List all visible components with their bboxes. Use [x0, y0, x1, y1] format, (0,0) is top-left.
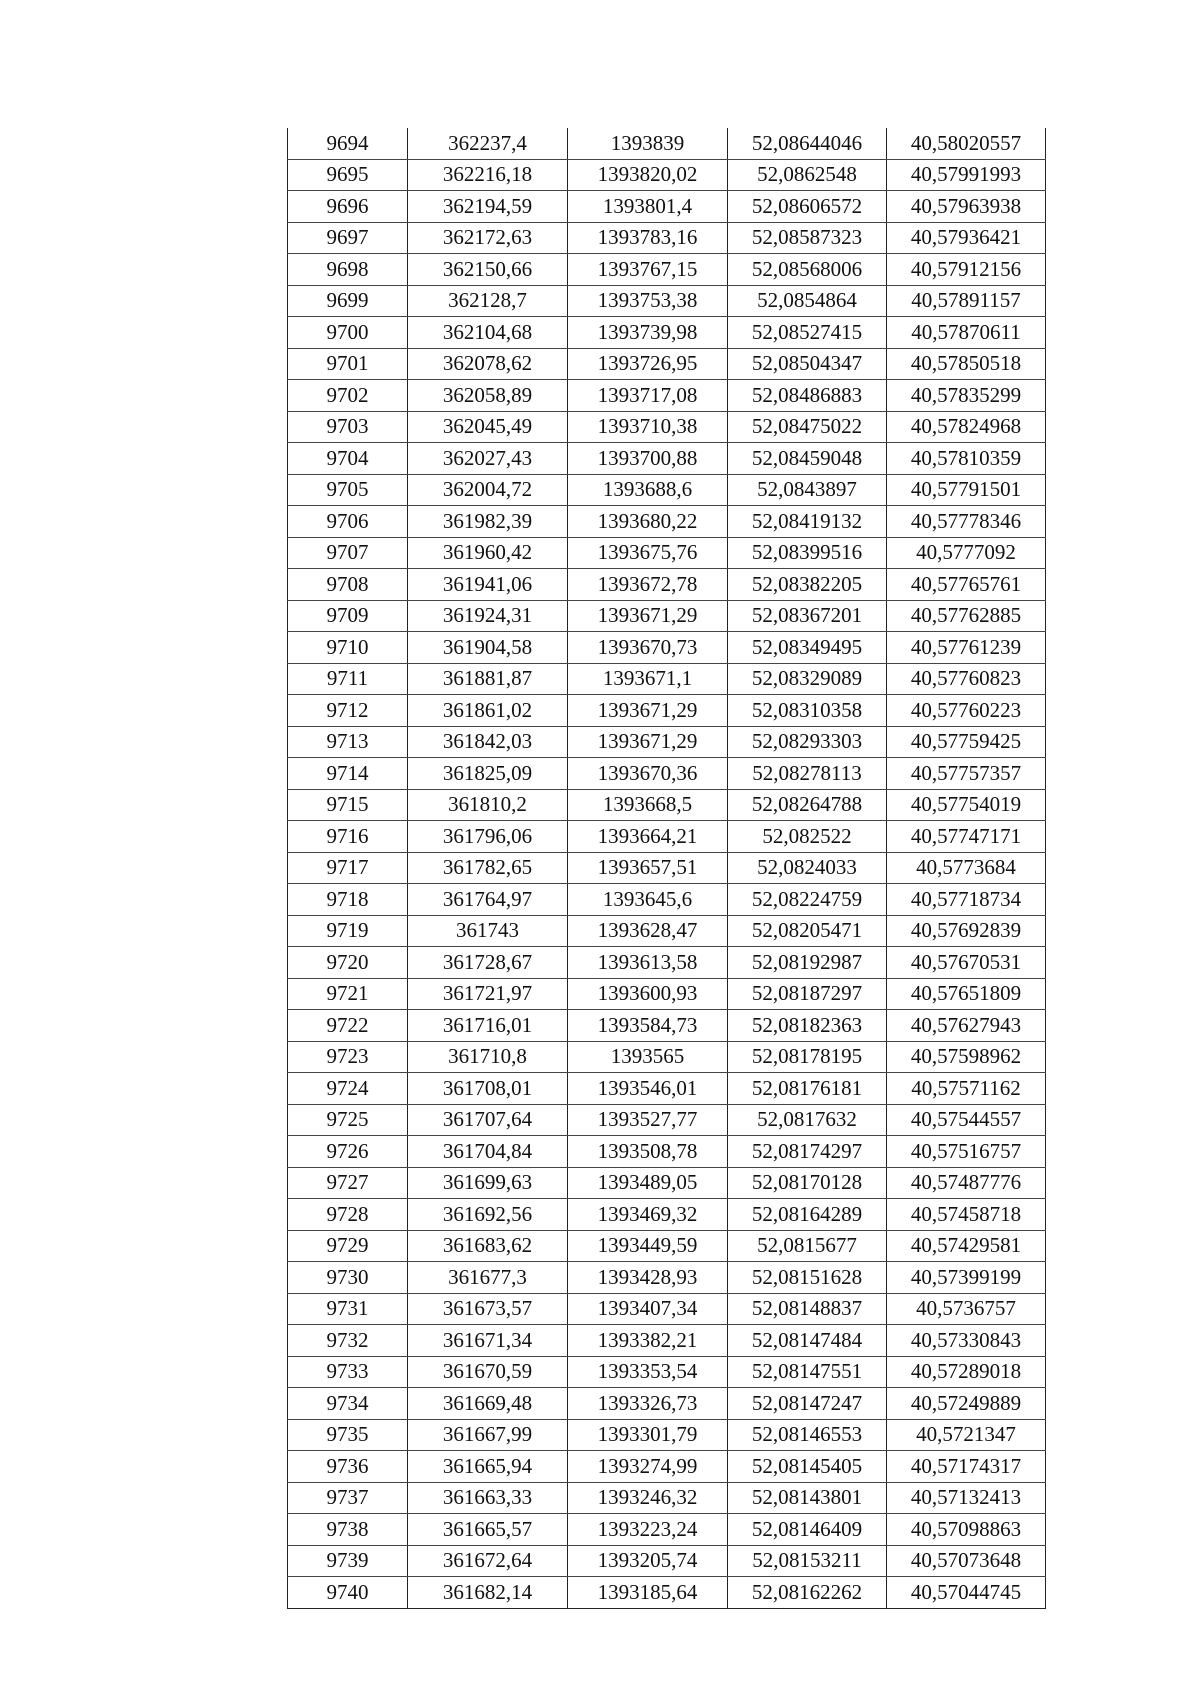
table-row: [288, 1167, 1046, 1199]
point-number-cell: 9732: [288, 1325, 408, 1357]
latitude-cell: 52,08176181: [728, 1073, 887, 1105]
x-coordinate-cell: 361982,39: [408, 506, 568, 538]
table-row: [288, 821, 1046, 853]
point-number-cell: 9735: [288, 1419, 408, 1451]
latitude-cell: 52,08182363: [728, 1010, 887, 1042]
y-coordinate-cell: 1393565: [568, 1041, 728, 1073]
longitude-cell: 40,57760823: [887, 663, 1046, 695]
x-coordinate-cell: 361881,87: [408, 663, 568, 695]
table-row: [288, 285, 1046, 317]
latitude-cell: 52,08644046: [728, 128, 887, 159]
point-number-cell: 9733: [288, 1356, 408, 1388]
longitude-cell: 40,57747171: [887, 821, 1046, 853]
longitude-cell: 40,57627943: [887, 1010, 1046, 1042]
longitude-cell: 40,57791501: [887, 474, 1046, 506]
x-coordinate-cell: 362045,49: [408, 411, 568, 443]
longitude-cell: 40,57458718: [887, 1199, 1046, 1231]
y-coordinate-cell: 1393671,29: [568, 695, 728, 727]
latitude-cell: 52,08293303: [728, 726, 887, 758]
point-number-cell: 9727: [288, 1167, 408, 1199]
x-coordinate-cell: 361670,59: [408, 1356, 568, 1388]
x-coordinate-cell: 361704,84: [408, 1136, 568, 1168]
table-row: [288, 254, 1046, 286]
y-coordinate-cell: 1393783,16: [568, 222, 728, 254]
x-coordinate-cell: 361710,8: [408, 1041, 568, 1073]
table-row: [288, 1325, 1046, 1357]
y-coordinate-cell: 1393205,74: [568, 1545, 728, 1577]
latitude-cell: 52,08264788: [728, 789, 887, 821]
y-coordinate-cell: 1393680,22: [568, 506, 728, 538]
y-coordinate-cell: 1393801,4: [568, 191, 728, 223]
latitude-cell: 52,08419132: [728, 506, 887, 538]
longitude-cell: 40,57835299: [887, 380, 1046, 412]
table-row: [288, 1545, 1046, 1577]
latitude-cell: 52,08147484: [728, 1325, 887, 1357]
x-coordinate-cell: 361721,97: [408, 978, 568, 1010]
longitude-cell: 40,57487776: [887, 1167, 1046, 1199]
y-coordinate-cell: 1393600,93: [568, 978, 728, 1010]
table-row: [288, 600, 1046, 632]
table-row: [288, 411, 1046, 443]
longitude-cell: 40,57963938: [887, 191, 1046, 223]
table-row: [288, 1230, 1046, 1262]
latitude-cell: 52,0843897: [728, 474, 887, 506]
x-coordinate-cell: 361810,2: [408, 789, 568, 821]
table-row: [288, 1356, 1046, 1388]
table-row: [288, 1136, 1046, 1168]
y-coordinate-cell: 1393672,78: [568, 569, 728, 601]
y-coordinate-cell: 1393668,5: [568, 789, 728, 821]
y-coordinate-cell: 1393700,88: [568, 443, 728, 475]
point-number-cell: 9698: [288, 254, 408, 286]
point-number-cell: 9726: [288, 1136, 408, 1168]
latitude-cell: 52,08587323: [728, 222, 887, 254]
longitude-cell: 40,57098863: [887, 1514, 1046, 1546]
table-row: [288, 789, 1046, 821]
latitude-cell: 52,08178195: [728, 1041, 887, 1073]
longitude-cell: 40,57718734: [887, 884, 1046, 916]
longitude-cell: 40,57651809: [887, 978, 1046, 1010]
y-coordinate-cell: 1393710,38: [568, 411, 728, 443]
x-coordinate-cell: 361692,56: [408, 1199, 568, 1231]
x-coordinate-cell: 362150,66: [408, 254, 568, 286]
latitude-cell: 52,0815677: [728, 1230, 887, 1262]
longitude-cell: 40,57044745: [887, 1577, 1046, 1609]
latitude-cell: 52,08349495: [728, 632, 887, 664]
table-row: [288, 1482, 1046, 1514]
longitude-cell: 40,57670531: [887, 947, 1046, 979]
y-coordinate-cell: 1393613,58: [568, 947, 728, 979]
latitude-cell: 52,08164289: [728, 1199, 887, 1231]
latitude-cell: 52,0817632: [728, 1104, 887, 1136]
y-coordinate-cell: 1393449,59: [568, 1230, 728, 1262]
point-number-cell: 9729: [288, 1230, 408, 1262]
y-coordinate-cell: 1393508,78: [568, 1136, 728, 1168]
x-coordinate-cell: 361667,99: [408, 1419, 568, 1451]
longitude-cell: 40,57757357: [887, 758, 1046, 790]
point-number-cell: 9718: [288, 884, 408, 916]
x-coordinate-cell: 362216,18: [408, 159, 568, 191]
point-number-cell: 9714: [288, 758, 408, 790]
x-coordinate-cell: 361825,09: [408, 758, 568, 790]
latitude-cell: 52,08145405: [728, 1451, 887, 1483]
point-number-cell: 9737: [288, 1482, 408, 1514]
point-number-cell: 9695: [288, 159, 408, 191]
x-coordinate-cell: 362237,4: [408, 128, 568, 159]
point-number-cell: 9716: [288, 821, 408, 853]
table-row: [288, 632, 1046, 664]
y-coordinate-cell: 1393645,6: [568, 884, 728, 916]
latitude-cell: 52,08310358: [728, 695, 887, 727]
longitude-cell: 40,57692839: [887, 915, 1046, 947]
table-row: [288, 1104, 1046, 1136]
y-coordinate-cell: 1393739,98: [568, 317, 728, 349]
latitude-cell: 52,0862548: [728, 159, 887, 191]
y-coordinate-cell: 1393839: [568, 128, 728, 159]
x-coordinate-cell: 361861,02: [408, 695, 568, 727]
point-number-cell: 9712: [288, 695, 408, 727]
table-row: [288, 1262, 1046, 1294]
longitude-cell: 40,57991993: [887, 159, 1046, 191]
x-coordinate-cell: 361960,42: [408, 537, 568, 569]
point-number-cell: 9722: [288, 1010, 408, 1042]
table-row: [288, 1199, 1046, 1231]
point-number-cell: 9720: [288, 947, 408, 979]
longitude-cell: 40,57754019: [887, 789, 1046, 821]
y-coordinate-cell: 1393671,1: [568, 663, 728, 695]
point-number-cell: 9704: [288, 443, 408, 475]
table-row: [288, 380, 1046, 412]
table-row: [288, 726, 1046, 758]
longitude-cell: 40,5736757: [887, 1293, 1046, 1325]
point-number-cell: 9705: [288, 474, 408, 506]
table-row: [288, 159, 1046, 191]
point-number-cell: 9699: [288, 285, 408, 317]
longitude-cell: 40,57759425: [887, 726, 1046, 758]
point-number-cell: 9728: [288, 1199, 408, 1231]
table-row: [288, 1514, 1046, 1546]
y-coordinate-cell: 1393382,21: [568, 1325, 728, 1357]
longitude-cell: 40,57289018: [887, 1356, 1046, 1388]
table-row: [288, 884, 1046, 916]
latitude-cell: 52,08153211: [728, 1545, 887, 1577]
y-coordinate-cell: 1393584,73: [568, 1010, 728, 1042]
longitude-cell: 40,57762885: [887, 600, 1046, 632]
x-coordinate-cell: 361941,06: [408, 569, 568, 601]
x-coordinate-cell: 362104,68: [408, 317, 568, 349]
table-row: [288, 695, 1046, 727]
longitude-cell: 40,57429581: [887, 1230, 1046, 1262]
point-number-cell: 9717: [288, 852, 408, 884]
latitude-cell: 52,08278113: [728, 758, 887, 790]
y-coordinate-cell: 1393428,93: [568, 1262, 728, 1294]
x-coordinate-cell: 361677,3: [408, 1262, 568, 1294]
x-coordinate-cell: 362058,89: [408, 380, 568, 412]
x-coordinate-cell: 362078,62: [408, 348, 568, 380]
longitude-cell: 40,57249889: [887, 1388, 1046, 1420]
latitude-cell: 52,08475022: [728, 411, 887, 443]
point-number-cell: 9713: [288, 726, 408, 758]
latitude-cell: 52,08147247: [728, 1388, 887, 1420]
table-row: [288, 1293, 1046, 1325]
latitude-cell: 52,08459048: [728, 443, 887, 475]
longitude-cell: 40,57174317: [887, 1451, 1046, 1483]
point-number-cell: 9724: [288, 1073, 408, 1105]
x-coordinate-cell: 361699,63: [408, 1167, 568, 1199]
longitude-cell: 40,57824968: [887, 411, 1046, 443]
table-row: [288, 915, 1046, 947]
table-row: [288, 1010, 1046, 1042]
y-coordinate-cell: 1393326,73: [568, 1388, 728, 1420]
x-coordinate-cell: 361782,65: [408, 852, 568, 884]
table-row: [288, 191, 1046, 223]
y-coordinate-cell: 1393353,54: [568, 1356, 728, 1388]
point-number-cell: 9701: [288, 348, 408, 380]
longitude-cell: 40,5777092: [887, 537, 1046, 569]
x-coordinate-cell: 361904,58: [408, 632, 568, 664]
latitude-cell: 52,08170128: [728, 1167, 887, 1199]
table-row: [288, 1073, 1046, 1105]
y-coordinate-cell: 1393688,6: [568, 474, 728, 506]
table-row: [288, 852, 1046, 884]
latitude-cell: 52,08205471: [728, 915, 887, 947]
latitude-cell: 52,08504347: [728, 348, 887, 380]
x-coordinate-cell: 362172,63: [408, 222, 568, 254]
longitude-cell: 40,57544557: [887, 1104, 1046, 1136]
table-row: [288, 1451, 1046, 1483]
y-coordinate-cell: 1393675,76: [568, 537, 728, 569]
x-coordinate-cell: 362004,72: [408, 474, 568, 506]
coordinates-table-body: [288, 128, 1046, 1608]
y-coordinate-cell: 1393274,99: [568, 1451, 728, 1483]
x-coordinate-cell: 361728,67: [408, 947, 568, 979]
point-number-cell: 9721: [288, 978, 408, 1010]
x-coordinate-cell: 361665,94: [408, 1451, 568, 1483]
latitude-cell: 52,08367201: [728, 600, 887, 632]
point-number-cell: 9703: [288, 411, 408, 443]
point-number-cell: 9740: [288, 1577, 408, 1609]
longitude-cell: 40,57330843: [887, 1325, 1046, 1357]
longitude-cell: 40,5721347: [887, 1419, 1046, 1451]
latitude-cell: 52,08224759: [728, 884, 887, 916]
point-number-cell: 9702: [288, 380, 408, 412]
table-row: [288, 1419, 1046, 1451]
table-row: [288, 348, 1046, 380]
table-row: [288, 569, 1046, 601]
x-coordinate-cell: 361708,01: [408, 1073, 568, 1105]
point-number-cell: 9697: [288, 222, 408, 254]
x-coordinate-cell: 362128,7: [408, 285, 568, 317]
point-number-cell: 9696: [288, 191, 408, 223]
latitude-cell: 52,08187297: [728, 978, 887, 1010]
x-coordinate-cell: 361682,14: [408, 1577, 568, 1609]
longitude-cell: 40,57778346: [887, 506, 1046, 538]
y-coordinate-cell: 1393301,79: [568, 1419, 728, 1451]
table-row: [288, 128, 1046, 159]
x-coordinate-cell: 361743: [408, 915, 568, 947]
longitude-cell: 40,57912156: [887, 254, 1046, 286]
table-row: [288, 317, 1046, 349]
y-coordinate-cell: 1393223,24: [568, 1514, 728, 1546]
x-coordinate-cell: 361707,64: [408, 1104, 568, 1136]
latitude-cell: 52,0824033: [728, 852, 887, 884]
y-coordinate-cell: 1393753,38: [568, 285, 728, 317]
y-coordinate-cell: 1393717,08: [568, 380, 728, 412]
y-coordinate-cell: 1393670,73: [568, 632, 728, 664]
table-row: [288, 443, 1046, 475]
latitude-cell: 52,0854864: [728, 285, 887, 317]
y-coordinate-cell: 1393670,36: [568, 758, 728, 790]
table-row: [288, 758, 1046, 790]
point-number-cell: 9706: [288, 506, 408, 538]
y-coordinate-cell: 1393767,15: [568, 254, 728, 286]
latitude-cell: 52,08148837: [728, 1293, 887, 1325]
table-row: [288, 222, 1046, 254]
latitude-cell: 52,08174297: [728, 1136, 887, 1168]
longitude-cell: 40,57073648: [887, 1545, 1046, 1577]
x-coordinate-cell: 361671,34: [408, 1325, 568, 1357]
table-row: [288, 1577, 1046, 1609]
longitude-cell: 40,57598962: [887, 1041, 1046, 1073]
point-number-cell: 9708: [288, 569, 408, 601]
point-number-cell: 9715: [288, 789, 408, 821]
longitude-cell: 40,57810359: [887, 443, 1046, 475]
table-row: [288, 537, 1046, 569]
point-number-cell: 9719: [288, 915, 408, 947]
x-coordinate-cell: 361673,57: [408, 1293, 568, 1325]
x-coordinate-cell: 361672,64: [408, 1545, 568, 1577]
y-coordinate-cell: 1393185,64: [568, 1577, 728, 1609]
point-number-cell: 9739: [288, 1545, 408, 1577]
x-coordinate-cell: 361665,57: [408, 1514, 568, 1546]
point-number-cell: 9710: [288, 632, 408, 664]
longitude-cell: 40,57571162: [887, 1073, 1046, 1105]
longitude-cell: 40,5773684: [887, 852, 1046, 884]
point-number-cell: 9730: [288, 1262, 408, 1294]
x-coordinate-cell: 361842,03: [408, 726, 568, 758]
longitude-cell: 40,57399199: [887, 1262, 1046, 1294]
x-coordinate-cell: 361683,62: [408, 1230, 568, 1262]
table-row: [288, 947, 1046, 979]
table-row: [288, 663, 1046, 695]
latitude-cell: 52,08329089: [728, 663, 887, 695]
table-row: [288, 474, 1046, 506]
x-coordinate-cell: 361796,06: [408, 821, 568, 853]
point-number-cell: 9723: [288, 1041, 408, 1073]
point-number-cell: 9711: [288, 663, 408, 695]
x-coordinate-cell: 361669,48: [408, 1388, 568, 1420]
y-coordinate-cell: 1393657,51: [568, 852, 728, 884]
point-number-cell: 9738: [288, 1514, 408, 1546]
x-coordinate-cell: 361924,31: [408, 600, 568, 632]
longitude-cell: 40,57850518: [887, 348, 1046, 380]
longitude-cell: 40,57936421: [887, 222, 1046, 254]
table-row: [288, 978, 1046, 1010]
latitude-cell: 52,08399516: [728, 537, 887, 569]
y-coordinate-cell: 1393546,01: [568, 1073, 728, 1105]
table-row: [288, 506, 1046, 538]
latitude-cell: 52,08151628: [728, 1262, 887, 1294]
latitude-cell: 52,08143801: [728, 1482, 887, 1514]
latitude-cell: 52,08162262: [728, 1577, 887, 1609]
longitude-cell: 40,57891157: [887, 285, 1046, 317]
point-number-cell: 9731: [288, 1293, 408, 1325]
point-number-cell: 9709: [288, 600, 408, 632]
longitude-cell: 40,57760223: [887, 695, 1046, 727]
longitude-cell: 40,57516757: [887, 1136, 1046, 1168]
point-number-cell: 9707: [288, 537, 408, 569]
longitude-cell: 40,57870611: [887, 317, 1046, 349]
longitude-cell: 40,57132413: [887, 1482, 1046, 1514]
longitude-cell: 40,57765761: [887, 569, 1046, 601]
x-coordinate-cell: 361663,33: [408, 1482, 568, 1514]
y-coordinate-cell: 1393628,47: [568, 915, 728, 947]
latitude-cell: 52,08192987: [728, 947, 887, 979]
x-coordinate-cell: 361764,97: [408, 884, 568, 916]
coordinates-table: [287, 128, 1046, 1609]
point-number-cell: 9734: [288, 1388, 408, 1420]
latitude-cell: 52,08146553: [728, 1419, 887, 1451]
point-number-cell: 9694: [288, 128, 408, 159]
table-row: [288, 1388, 1046, 1420]
x-coordinate-cell: 362194,59: [408, 191, 568, 223]
point-number-cell: 9725: [288, 1104, 408, 1136]
y-coordinate-cell: 1393820,02: [568, 159, 728, 191]
latitude-cell: 52,082522: [728, 821, 887, 853]
y-coordinate-cell: 1393407,34: [568, 1293, 728, 1325]
y-coordinate-cell: 1393664,21: [568, 821, 728, 853]
longitude-cell: 40,58020557: [887, 128, 1046, 159]
y-coordinate-cell: 1393671,29: [568, 726, 728, 758]
y-coordinate-cell: 1393246,32: [568, 1482, 728, 1514]
y-coordinate-cell: 1393726,95: [568, 348, 728, 380]
y-coordinate-cell: 1393671,29: [568, 600, 728, 632]
x-coordinate-cell: 361716,01: [408, 1010, 568, 1042]
latitude-cell: 52,08606572: [728, 191, 887, 223]
point-number-cell: 9736: [288, 1451, 408, 1483]
y-coordinate-cell: 1393527,77: [568, 1104, 728, 1136]
table-row: [288, 1041, 1046, 1073]
x-coordinate-cell: 362027,43: [408, 443, 568, 475]
latitude-cell: 52,08568006: [728, 254, 887, 286]
y-coordinate-cell: 1393469,32: [568, 1199, 728, 1231]
latitude-cell: 52,08147551: [728, 1356, 887, 1388]
latitude-cell: 52,08486883: [728, 380, 887, 412]
latitude-cell: 52,08382205: [728, 569, 887, 601]
point-number-cell: 9700: [288, 317, 408, 349]
latitude-cell: 52,08146409: [728, 1514, 887, 1546]
latitude-cell: 52,08527415: [728, 317, 887, 349]
y-coordinate-cell: 1393489,05: [568, 1167, 728, 1199]
longitude-cell: 40,57761239: [887, 632, 1046, 664]
